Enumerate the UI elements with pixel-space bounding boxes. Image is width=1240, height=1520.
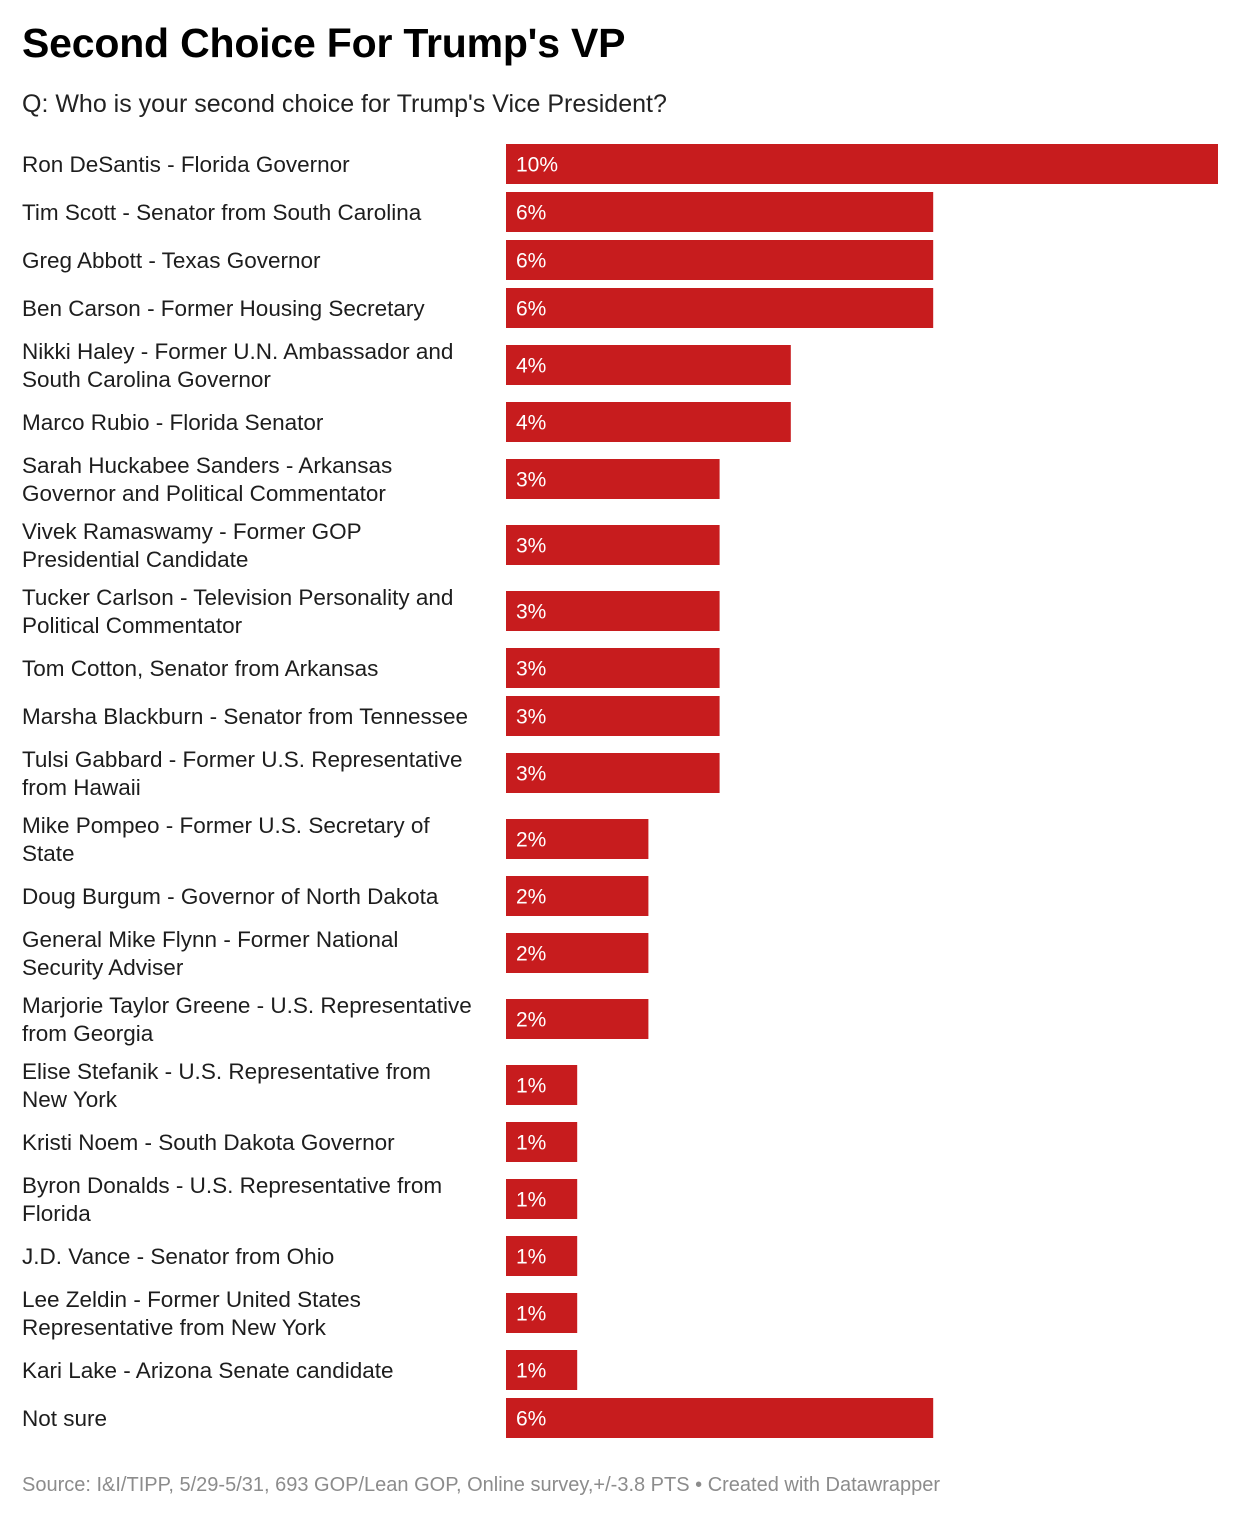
bar-value-label: 3%: [516, 657, 547, 681]
category-label: Vivek Ramaswamy - Former GOP Presidential Candidate: [22, 519, 362, 572]
category-label: Ron DeSantis - Florida Governor: [22, 152, 350, 177]
category-label: Mike Pompeo - Former U.S. Secretary of State: [22, 813, 430, 866]
bar-value-label: 1%: [516, 1245, 547, 1269]
category-label: Lee Zeldin - Former United States Representative from New York: [22, 1287, 361, 1340]
bar-value-label: 3%: [516, 468, 547, 492]
category-label: Kristi Noem - South Dakota Governor: [22, 1130, 395, 1155]
bar: [506, 240, 933, 280]
bar-value-label: 1%: [516, 1074, 547, 1098]
category-label: J.D. Vance - Senator from Ohio: [22, 1244, 335, 1269]
category-label: Nikki Haley - Former U.N. Ambassador and South Carolina Governor: [22, 339, 454, 392]
bar-value-label: 3%: [516, 534, 547, 558]
category-label: Tim Scott - Senator from South Carolina: [22, 200, 422, 225]
bar: [506, 192, 933, 232]
bar-value-label: 1%: [516, 1359, 547, 1383]
bar-value-label: 6%: [516, 297, 547, 321]
bar-value-label: 1%: [516, 1188, 547, 1212]
bar-value-label: 10%: [516, 153, 559, 177]
bar-value-label: 3%: [516, 705, 547, 729]
bar-value-label: 2%: [516, 885, 547, 909]
source-footer: Source: I&I/TIPP, 5/29-5/31, 693 GOP/Lean GOP, Online survey,+/-3.8 PTS • Created with Datawrapper: [22, 1474, 941, 1496]
category-label: Tom Cotton, Senator from Arkansas: [22, 656, 379, 681]
category-label: Not sure: [22, 1406, 108, 1431]
category-label: Marjorie Taylor Greene - U.S. Representative from Georgia: [22, 993, 472, 1046]
bar: [506, 1398, 933, 1438]
bar: [506, 144, 1218, 184]
bar-value-label: 6%: [516, 1407, 547, 1431]
bar-value-label: 3%: [516, 600, 547, 624]
category-label: Kari Lake - Arizona Senate candidate: [22, 1358, 394, 1383]
category-label: Ben Carson - Former Housing Secretary: [22, 296, 425, 321]
category-label: Byron Donalds - U.S. Representative from Florida: [22, 1173, 443, 1226]
category-label: Elise Stefanik - U.S. Representative from New York: [22, 1059, 431, 1112]
category-label: Doug Burgum - Governor of North Dakota: [22, 884, 439, 909]
category-label: Greg Abbott - Texas Governor: [22, 248, 321, 273]
bar-value-label: 2%: [516, 942, 547, 966]
category-label: Marco Rubio - Florida Senator: [22, 410, 324, 435]
bar-value-label: 3%: [516, 762, 547, 786]
bar: [506, 345, 791, 385]
bar-value-label: 6%: [516, 201, 547, 225]
bar-value-label: 2%: [516, 1008, 547, 1032]
bar: [506, 288, 933, 328]
bar-value-label: 2%: [516, 828, 547, 852]
category-label: Marsha Blackburn - Senator from Tennessee: [22, 704, 469, 729]
bar-value-label: 4%: [516, 411, 547, 435]
bar-value-label: 6%: [516, 249, 547, 273]
category-label: Tulsi Gabbard - Former U.S. Representative from Hawaii: [22, 747, 463, 800]
bar-value-label: 4%: [516, 354, 547, 378]
bar-value-label: 1%: [516, 1131, 547, 1155]
bar-value-label: 1%: [516, 1302, 547, 1326]
bar: [506, 402, 791, 442]
chart-title: Second Choice For Trump's VP: [22, 20, 626, 66]
category-label: General Mike Flynn - Former National Security Adviser: [22, 927, 399, 980]
category-label: Tucker Carlson - Television Personality and Political Commentator: [22, 585, 454, 638]
category-label: Sarah Huckabee Sanders - Arkansas Governor and Political Commentator: [22, 453, 393, 506]
chart-subtitle: Q: Who is your second choice for Trump's Vice President?: [22, 90, 667, 118]
